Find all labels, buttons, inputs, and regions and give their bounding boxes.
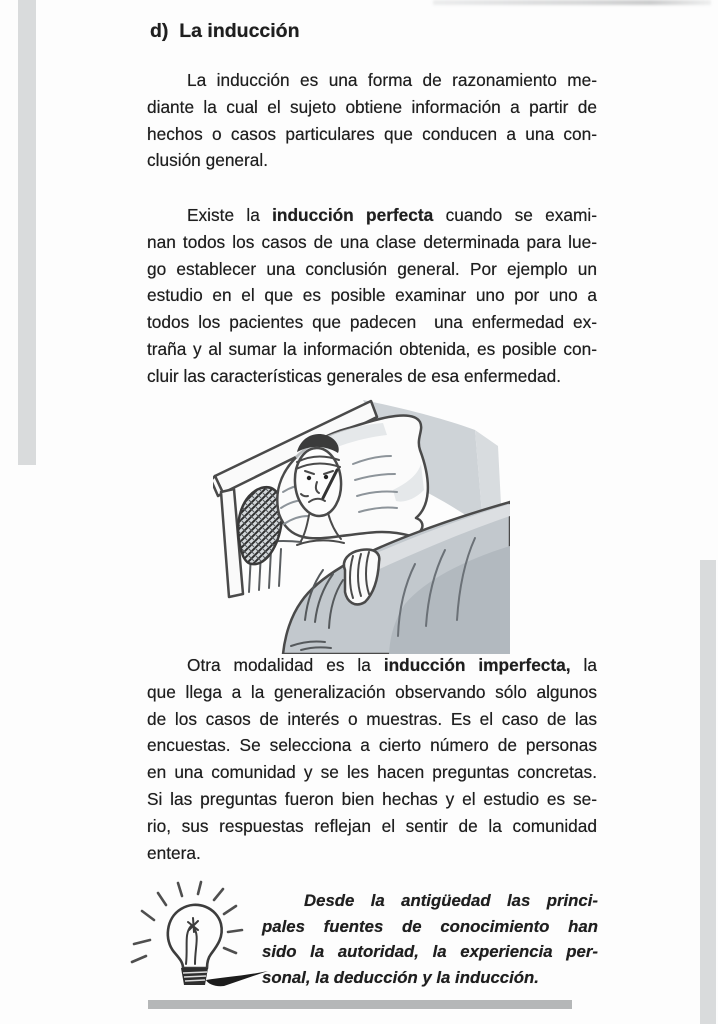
text-line: sido la autoridad, la experiencia per- [262, 942, 598, 962]
text-line: traña y al sumar la información obtenida, es posible con- [147, 338, 597, 359]
text-line: entera. [147, 842, 201, 863]
right-margin-bar [700, 560, 716, 1024]
bolster-pillow-end [238, 487, 282, 564]
text-line: diante la cual el sujeto obtiene información a partir de [147, 96, 597, 117]
bulb-shadow [206, 971, 268, 986]
text-line: Existe la inducción perfecta cuando se exami- [187, 205, 597, 225]
text-line: encuestas. Se selecciona a cierto número de personas [147, 735, 597, 756]
text-line: rio, sus respuestas reflejan el sentir de la comunidad [147, 815, 597, 836]
text-line: La inducción es una forma de razonamiento me- [187, 70, 597, 90]
text-line: Si las preguntas fueron bien hechas y el estudio es se- [147, 788, 597, 809]
key-idea-note [262, 888, 598, 990]
section-heading: d) La inducción [150, 20, 300, 42]
paragraph-induccion-perfecta [147, 202, 597, 390]
text-line: pales fuentes de conocimiento han [262, 916, 598, 936]
text-line: cluir las características generales de esa enfermedad. [147, 365, 561, 386]
text-line: hechos o casos particulares que conducen a una con- [147, 123, 597, 144]
text-line: de los casos de interés o muestras. Es el caso de las [147, 708, 597, 729]
text-line: que llega a la generalización observando sólo algunos [147, 681, 597, 702]
text-line: Otra modalidad es la inducción imperfecta, la [187, 655, 597, 675]
text-line: nan todos los casos de una clase determinada para lue- [147, 231, 597, 252]
lightbulb-idea-icon [122, 880, 270, 1002]
paragraph-induccion-imperfecta [147, 652, 597, 866]
paragraph-induccion-definicion [147, 67, 597, 174]
text-line: clusión general. [147, 150, 269, 171]
cropped-header-text-artifact [433, 0, 711, 5]
text-line: estudio en el que es posible examinar uno por uno a [147, 285, 597, 306]
left-margin-bar [18, 0, 36, 465]
bottom-rule-bar [148, 1000, 572, 1009]
text-line: go establecer una conclusión general. Por ejemplo un [147, 258, 597, 279]
text-line: Desde la antigüedad las princi- [304, 891, 598, 910]
text-line: todos los pacientes que padecen una enfermedad ex- [147, 312, 597, 333]
sick-man-in-bed-illustration [213, 394, 510, 654]
text-line: sonal, la deducción y la inducción. [262, 967, 539, 987]
text-line: en una comunidad y se les hacen preguntas concretas. [147, 762, 597, 783]
